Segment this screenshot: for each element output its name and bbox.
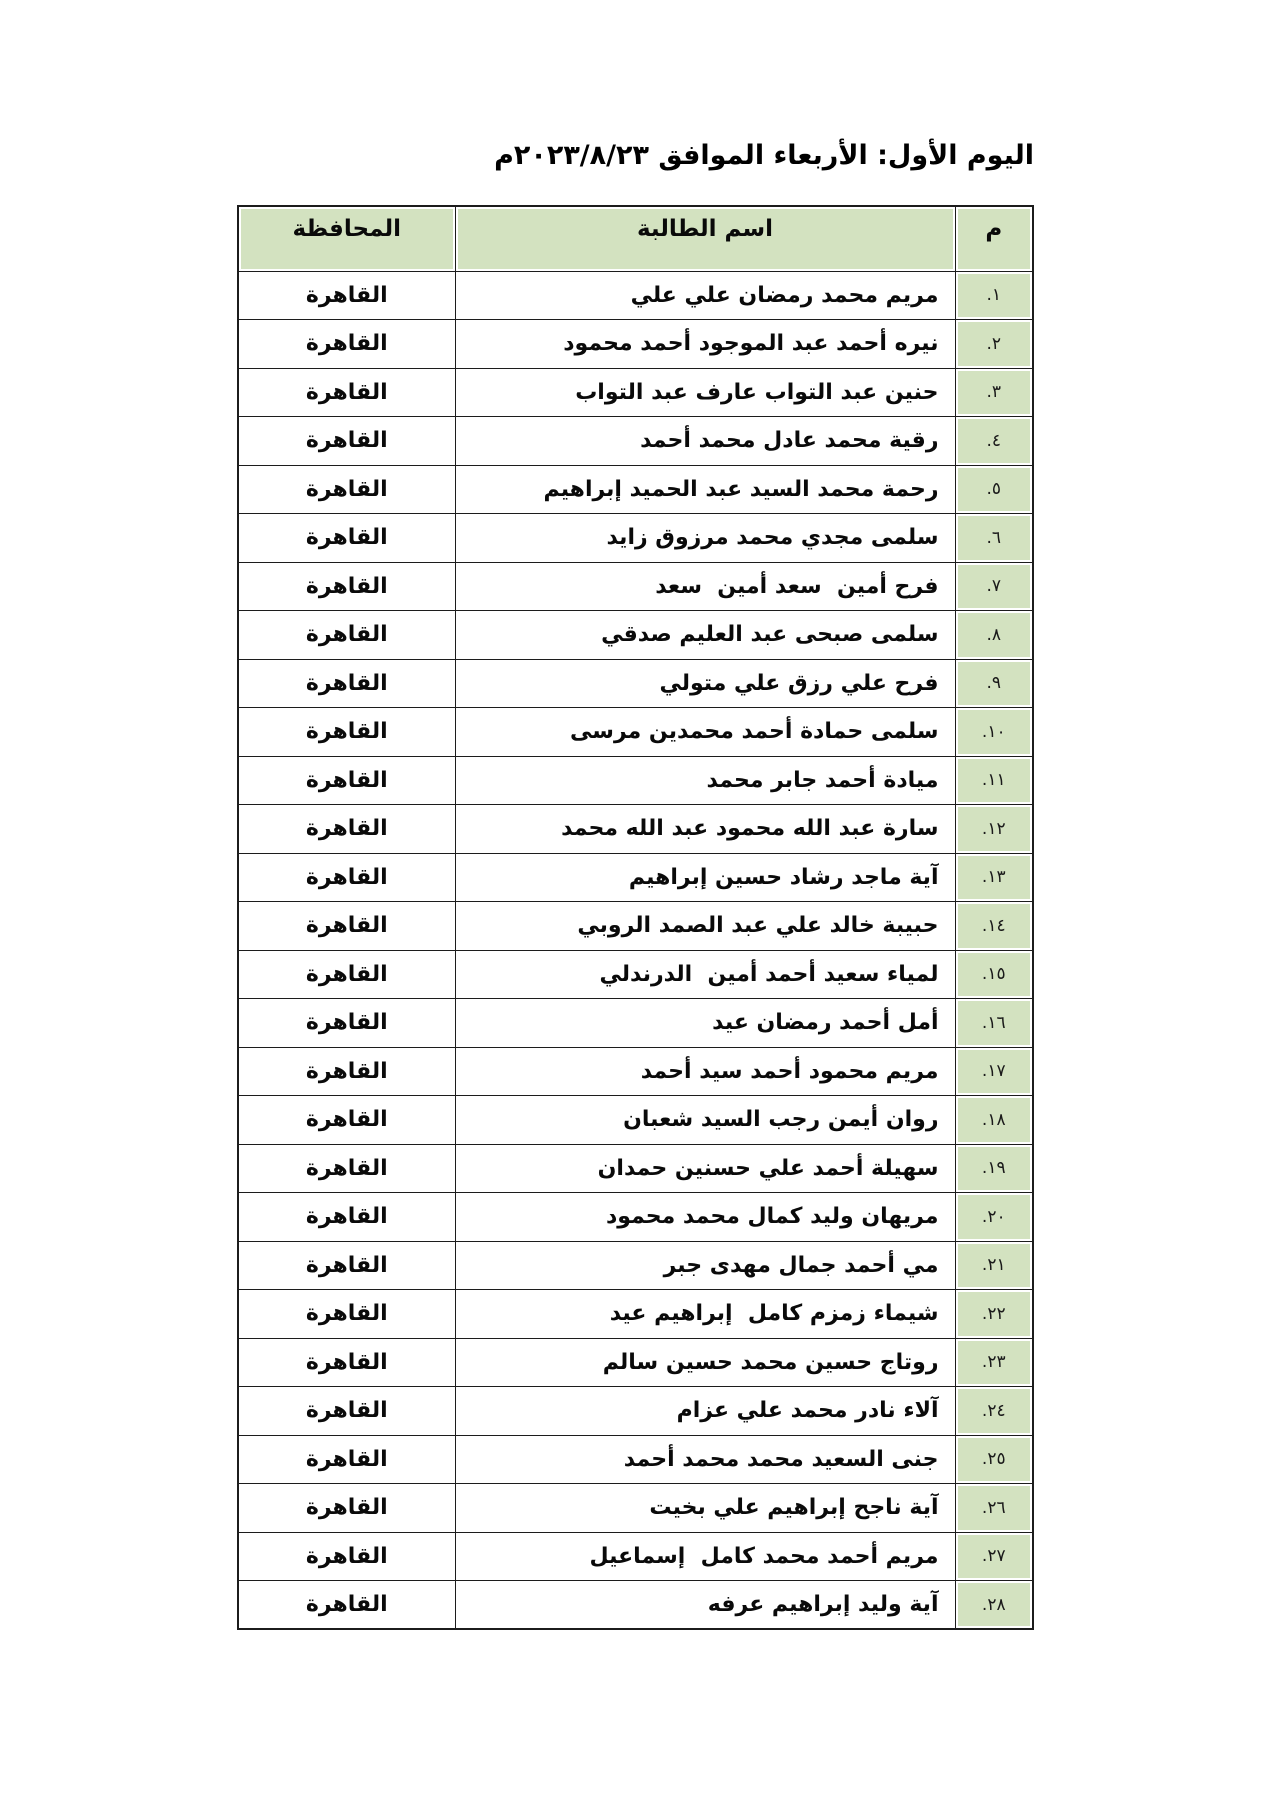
row-number-cell: ٢٥. bbox=[955, 1435, 1033, 1484]
student-name-cell: مي أحمد جمال مهدى جبر bbox=[455, 1241, 955, 1290]
governorate-cell: القاهرة bbox=[238, 271, 455, 320]
governorate-cell: القاهرة bbox=[238, 659, 455, 708]
row-number-cell: ١٢. bbox=[955, 805, 1033, 854]
student-name-cell: فرح أمين سعد أمين سعد bbox=[455, 562, 955, 611]
row-number-cell: ١٠. bbox=[955, 708, 1033, 757]
row-number-cell: ٢١. bbox=[955, 1241, 1033, 1290]
row-number-cell: ١٥. bbox=[955, 950, 1033, 999]
table-row bbox=[238, 1435, 1033, 1484]
table-row bbox=[238, 611, 1033, 660]
row-number-cell: ١٣. bbox=[955, 853, 1033, 902]
row-number-cell: ١٨. bbox=[955, 1096, 1033, 1145]
governorate-cell: القاهرة bbox=[238, 950, 455, 999]
table-row bbox=[238, 465, 1033, 514]
header-student-name: اسم الطالبة bbox=[455, 206, 955, 271]
governorate-cell: القاهرة bbox=[238, 999, 455, 1048]
table-row bbox=[238, 805, 1033, 854]
governorate-cell: القاهرة bbox=[238, 1144, 455, 1193]
row-number-cell: ٢٣. bbox=[955, 1338, 1033, 1387]
table-row bbox=[238, 1047, 1033, 1096]
student-name-cell: سلمى صبحى عبد العليم صدقي bbox=[455, 611, 955, 660]
governorate-cell: القاهرة bbox=[238, 708, 455, 757]
table-row bbox=[238, 708, 1033, 757]
student-name-cell: أمل أحمد رمضان عيد bbox=[455, 999, 955, 1048]
row-number-cell: ٧. bbox=[955, 562, 1033, 611]
student-name-cell: شيماء زمزم كامل إبراهيم عيد bbox=[455, 1290, 955, 1339]
table-row bbox=[238, 1581, 1033, 1630]
table-row bbox=[238, 562, 1033, 611]
table-row bbox=[238, 1290, 1033, 1339]
governorate-cell: القاهرة bbox=[238, 1241, 455, 1290]
governorate-cell: القاهرة bbox=[238, 1435, 455, 1484]
table-row bbox=[238, 659, 1033, 708]
student-name-cell: سهيلة أحمد علي حسنين حمدان bbox=[455, 1144, 955, 1193]
student-name-cell: ميادة أحمد جابر محمد bbox=[455, 756, 955, 805]
student-name-cell: سلمى حمادة أحمد محمدين مرسى bbox=[455, 708, 955, 757]
row-number-cell: ٤. bbox=[955, 417, 1033, 466]
governorate-cell: القاهرة bbox=[238, 562, 455, 611]
governorate-cell: القاهرة bbox=[238, 1484, 455, 1533]
student-name-cell: مريم محمد رمضان علي علي bbox=[455, 271, 955, 320]
table-row bbox=[238, 417, 1033, 466]
row-number-cell: ٢. bbox=[955, 320, 1033, 369]
row-number-cell: ١٩. bbox=[955, 1144, 1033, 1193]
table-row bbox=[238, 1241, 1033, 1290]
table-row bbox=[238, 271, 1033, 320]
student-name-cell: مريم محمود أحمد سيد أحمد bbox=[455, 1047, 955, 1096]
row-number-cell: ٩. bbox=[955, 659, 1033, 708]
governorate-cell: القاهرة bbox=[238, 1193, 455, 1242]
student-name-cell: جنى السعيد محمد محمد أحمد bbox=[455, 1435, 955, 1484]
student-name-cell: آية وليد إبراهيم عرفه bbox=[455, 1581, 955, 1630]
governorate-cell: القاهرة bbox=[238, 320, 455, 369]
table-row bbox=[238, 756, 1033, 805]
table-body bbox=[238, 271, 1033, 1629]
row-number-cell: ١٤. bbox=[955, 902, 1033, 951]
table-header-row bbox=[238, 206, 1033, 271]
student-name-cell: مريم أحمد محمد كامل إسماعيل bbox=[455, 1532, 955, 1581]
table-row bbox=[238, 1193, 1033, 1242]
student-name-cell: رحمة محمد السيد عبد الحميد إبراهيم bbox=[455, 465, 955, 514]
table-row bbox=[238, 368, 1033, 417]
table-row bbox=[238, 1144, 1033, 1193]
table-row bbox=[238, 514, 1033, 563]
page-title: اليوم الأول: الأربعاء الموافق ٢٠٢٣/٨/٢٣م bbox=[494, 140, 1034, 171]
table-row bbox=[238, 1096, 1033, 1145]
governorate-cell: القاهرة bbox=[238, 1581, 455, 1630]
student-name-cell: روان أيمن رجب السيد شعبان bbox=[455, 1096, 955, 1145]
student-name-cell: مريهان وليد كمال محمد محمود bbox=[455, 1193, 955, 1242]
student-name-cell: سارة عبد الله محمود عبد الله محمد bbox=[455, 805, 955, 854]
governorate-cell: القاهرة bbox=[238, 853, 455, 902]
row-number-cell: ١١. bbox=[955, 756, 1033, 805]
table-row bbox=[238, 902, 1033, 951]
table-row bbox=[238, 999, 1033, 1048]
governorate-cell: القاهرة bbox=[238, 805, 455, 854]
table-row bbox=[238, 950, 1033, 999]
table-row bbox=[238, 1387, 1033, 1436]
governorate-cell: القاهرة bbox=[238, 1532, 455, 1581]
student-name-cell: روتاج حسين محمد حسين سالم bbox=[455, 1338, 955, 1387]
governorate-cell: القاهرة bbox=[238, 514, 455, 563]
header-number: م bbox=[955, 206, 1033, 271]
governorate-cell: القاهرة bbox=[238, 1096, 455, 1145]
page bbox=[239, 0, 1034, 1630]
table-row bbox=[238, 853, 1033, 902]
governorate-cell: القاهرة bbox=[238, 902, 455, 951]
governorate-cell: القاهرة bbox=[238, 1338, 455, 1387]
student-name-cell: فرح علي رزق علي متولي bbox=[455, 659, 955, 708]
row-number-cell: ٥. bbox=[955, 465, 1033, 514]
student-name-cell: آية ناجح إبراهيم علي بخيت bbox=[455, 1484, 955, 1533]
row-number-cell: ٨. bbox=[955, 611, 1033, 660]
governorate-cell: القاهرة bbox=[238, 417, 455, 466]
governorate-cell: القاهرة bbox=[238, 1290, 455, 1339]
table-row bbox=[238, 320, 1033, 369]
student-name-cell: نيره أحمد عبد الموجود أحمد محمود bbox=[455, 320, 955, 369]
governorate-cell: القاهرة bbox=[238, 611, 455, 660]
row-number-cell: ٢٧. bbox=[955, 1532, 1033, 1581]
row-number-cell: ٢٤. bbox=[955, 1387, 1033, 1436]
student-name-cell: رقية محمد عادل محمد أحمد bbox=[455, 417, 955, 466]
row-number-cell: ٢٦. bbox=[955, 1484, 1033, 1533]
student-name-cell: سلمى مجدي محمد مرزوق زايد bbox=[455, 514, 955, 563]
governorate-cell: القاهرة bbox=[238, 1387, 455, 1436]
row-number-cell: ٢٠. bbox=[955, 1193, 1033, 1242]
governorate-cell: القاهرة bbox=[238, 1047, 455, 1096]
governorate-cell: القاهرة bbox=[238, 465, 455, 514]
table-row bbox=[238, 1484, 1033, 1533]
row-number-cell: ٦. bbox=[955, 514, 1033, 563]
header-governorate: المحافظة bbox=[238, 206, 455, 271]
governorate-cell: القاهرة bbox=[238, 756, 455, 805]
row-number-cell: ٢٢. bbox=[955, 1290, 1033, 1339]
row-number-cell: ١. bbox=[955, 271, 1033, 320]
student-name-cell: حبيبة خالد علي عبد الصمد الروبي bbox=[455, 902, 955, 951]
student-name-cell: لمياء سعيد أحمد أمين الدرندلي bbox=[455, 950, 955, 999]
students-table bbox=[237, 205, 1034, 1630]
row-number-cell: ١٦. bbox=[955, 999, 1033, 1048]
student-name-cell: آلاء نادر محمد علي عزام bbox=[455, 1387, 955, 1436]
table-row bbox=[238, 1338, 1033, 1387]
row-number-cell: ٢٨. bbox=[955, 1581, 1033, 1630]
row-number-cell: ١٧. bbox=[955, 1047, 1033, 1096]
student-name-cell: آية ماجد رشاد حسين إبراهيم bbox=[455, 853, 955, 902]
governorate-cell: القاهرة bbox=[238, 368, 455, 417]
student-name-cell: حنين عبد التواب عارف عبد التواب bbox=[455, 368, 955, 417]
table-row bbox=[238, 1532, 1033, 1581]
row-number-cell: ٣. bbox=[955, 368, 1033, 417]
